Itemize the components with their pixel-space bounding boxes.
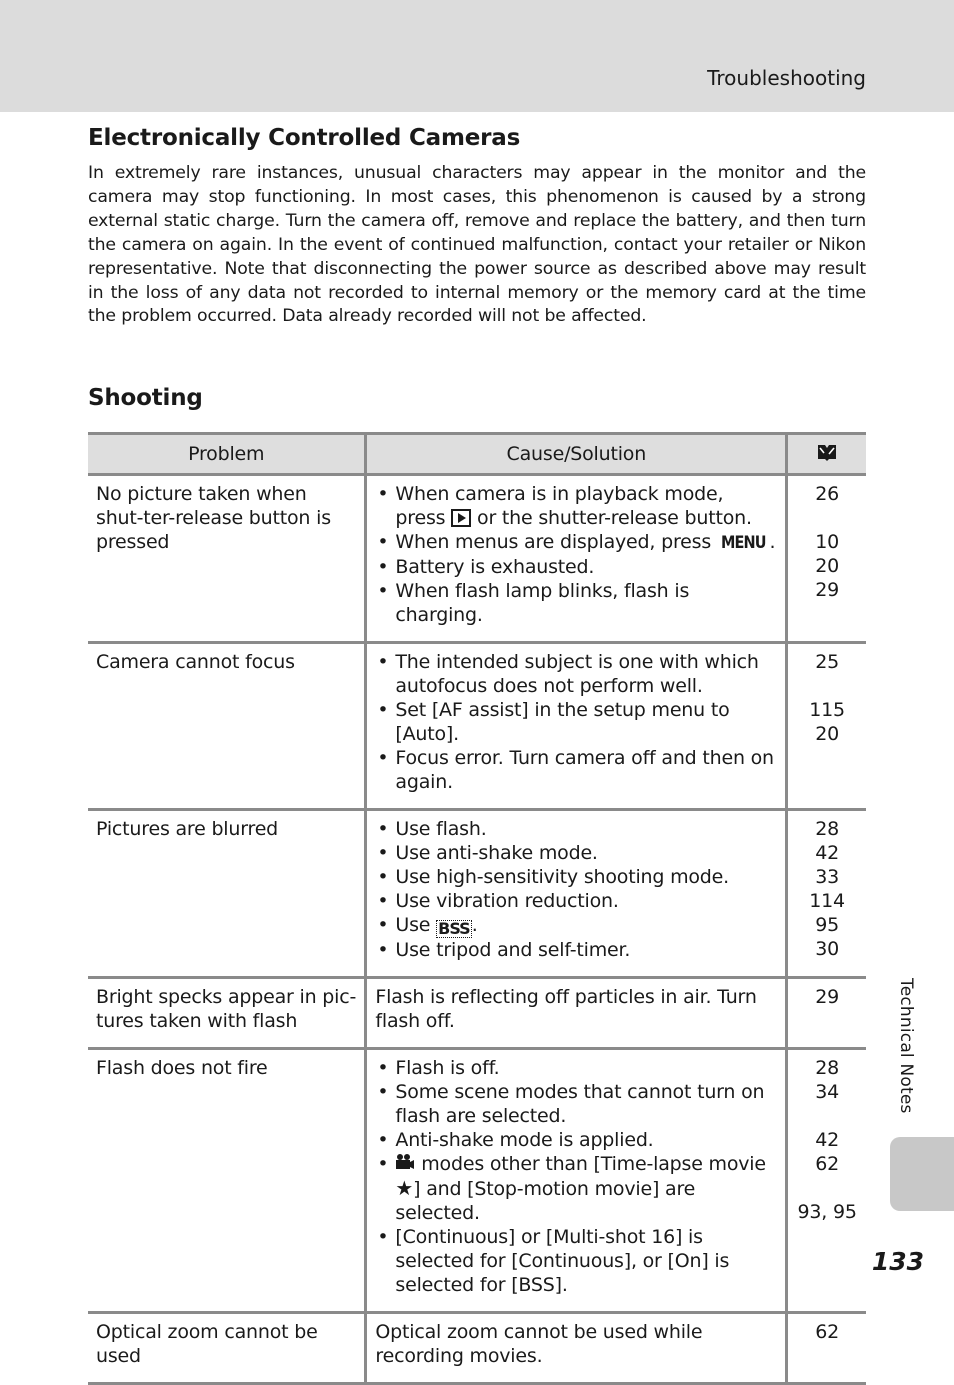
header-problem: Problem (88, 434, 366, 475)
cause-cell (366, 1049, 787, 1313)
bullet-text: When camera is in playback mode, press (395, 483, 724, 529)
page-cell (787, 1313, 866, 1384)
page-ref (796, 674, 858, 698)
table-row (88, 475, 866, 643)
page-ref: 30 (815, 938, 839, 960)
page-ref (796, 1176, 858, 1200)
page-ref: 115 (809, 699, 845, 721)
page-ref: 62 (815, 1321, 839, 1343)
list-item (375, 913, 777, 938)
header-band (0, 0, 954, 112)
list-item: • Use flash. (375, 817, 777, 841)
problem-cell: No picture taken when shut-ter-release button is pressed (96, 483, 331, 553)
page-cell (787, 643, 866, 810)
page-ref: 25 (815, 651, 839, 673)
cause-cell (366, 643, 787, 810)
menu-button-icon: MENU (720, 533, 766, 553)
list-item: • Battery is exhausted. (375, 555, 777, 579)
movie-mode-icon (395, 1153, 415, 1173)
problem-cell: Optical zoom cannot be used (96, 1321, 318, 1367)
problem-cell: Flash does not fire (96, 1057, 268, 1079)
page-ref (796, 506, 858, 530)
page-ref: 42 (815, 1129, 839, 1151)
bullet-text: . (471, 914, 478, 936)
bullet-text: Use (395, 914, 431, 936)
bss-mode-icon: BSS (438, 919, 470, 938)
page-ref: 26 (815, 483, 839, 505)
star-icon: ★ (395, 1176, 414, 1200)
side-tab (890, 1137, 954, 1211)
list-item: • [Continuous] or [Multi-shot 16] is selected for [Continuous], or [On] is selected for [BSS]. (375, 1225, 777, 1297)
cause-cell (366, 810, 787, 978)
list-item (375, 482, 777, 530)
table-row (88, 978, 866, 1049)
list-item: • Use vibration reduction. (375, 889, 777, 913)
page-cell (787, 1049, 866, 1313)
page-ref: 34 (815, 1081, 839, 1103)
page-ref: 29 (815, 986, 839, 1008)
page-ref: 114 (809, 890, 845, 912)
page-ref: 20 (815, 723, 839, 745)
list-item: • Use anti-shake mode. (375, 841, 777, 865)
running-head: Troubleshooting (707, 66, 866, 90)
list-item (375, 1152, 777, 1225)
page-cell (787, 475, 866, 643)
list-item: • Focus error. Turn camera off and then on again. (375, 746, 777, 794)
ecc-paragraph: In extremely rare instances, unusual characters may appear in the monitor and the camera may stop functioning. In most cases, this phenomenon is caused by a strong external static charge. Turn the camera off, remove and replace the battery, and then turn the camera on again. In the event of continued malfunction, contact your retailer or Nikon representative. Note that disconnecting the power source as described above may result in the loss of any data not recorded to internal memory or the memory card at the time the problem occurred. Data already recorded will not be affected. (88, 163, 866, 327)
page-cell (787, 978, 866, 1049)
playback-button-icon (451, 509, 471, 527)
bullet-text: modes other than [Time-lapse movie (421, 1153, 766, 1175)
cause-cell (366, 475, 787, 643)
list-item: • Some scene modes that cannot turn on flash are selected. (375, 1080, 777, 1128)
section-title-shooting: Shooting (88, 385, 203, 411)
list-item: • When flash lamp blinks, flash is charging. (375, 579, 777, 627)
cause-cell: Optical zoom cannot be used while recording movies. (366, 1313, 787, 1384)
page-ref: 28 (815, 818, 839, 840)
page-ref: 10 (815, 531, 839, 553)
page-ref: 20 (815, 555, 839, 577)
page-ref: 33 (815, 866, 839, 888)
section-title-electronically-controlled-cameras: Electronically Controlled Cameras (88, 125, 521, 151)
cause-cell: Flash is reflecting off particles in air. Turn flash off. (366, 978, 787, 1049)
side-tab-label: Technical Notes (896, 978, 916, 1114)
page-ref: 29 (815, 579, 839, 601)
page-ref: 95 (815, 914, 839, 936)
list-item (375, 530, 777, 555)
list-item: • Use tripod and self-timer. (375, 938, 777, 962)
page-ref: 62 (815, 1153, 839, 1175)
table-row (88, 810, 866, 978)
problem-cell: Pictures are blurred (96, 818, 279, 840)
bullet-text: ] and [Stop-motion movie] are selected. (395, 1178, 696, 1224)
list-item: • Anti-shake mode is applied. (375, 1128, 777, 1152)
bullet-text: When menus are displayed, press (395, 531, 712, 553)
page-ref: 93, 95 (797, 1201, 857, 1223)
table-row (88, 643, 866, 810)
list-item: • Set [AF assist] in the setup menu to [Auto]. (375, 698, 777, 746)
table-row (88, 1313, 866, 1384)
book-page-reference-icon (816, 443, 838, 463)
list-item: • Flash is off. (375, 1056, 777, 1080)
problem-cell: Camera cannot focus (96, 651, 295, 673)
page-ref: 42 (815, 842, 839, 864)
problem-cell: Bright specks appear in pic-tures taken with flash (96, 986, 357, 1032)
list-item: • Use high-sensitivity shooting mode. (375, 865, 777, 889)
troubleshooting-table (88, 432, 866, 1385)
bullet-text: or the shutter-release button. (477, 507, 752, 529)
list-item: • The intended subject is one with which autofocus does not perform well. (375, 650, 777, 698)
table-row (88, 1049, 866, 1313)
header-page-reference (787, 434, 866, 475)
page-ref: 28 (815, 1057, 839, 1079)
page-cell (787, 810, 866, 978)
page-number: 133 (871, 1247, 924, 1276)
table-header-row (88, 434, 866, 475)
page-ref (796, 1104, 858, 1128)
header-cause-solution: Cause/Solution (366, 434, 787, 475)
bullet-text: . (769, 531, 776, 553)
